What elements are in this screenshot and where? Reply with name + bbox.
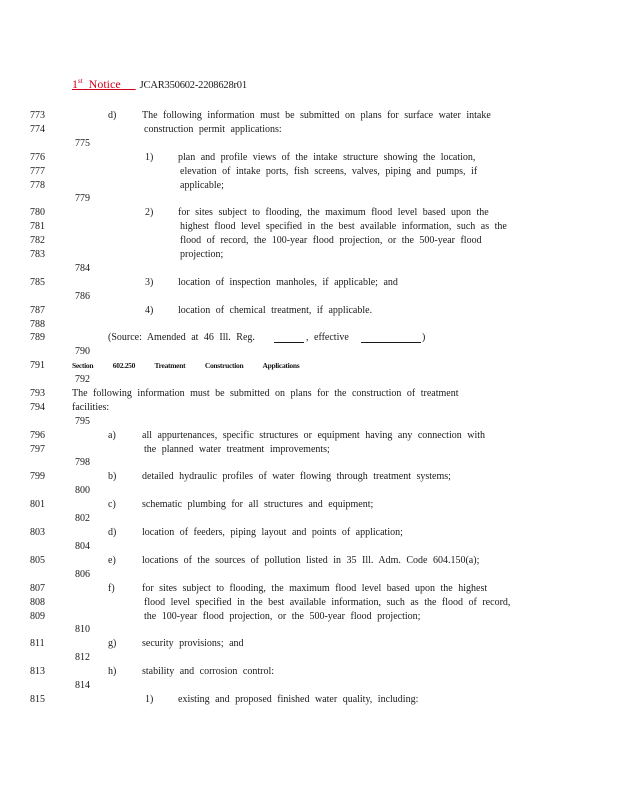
item-marker: 2) (145, 207, 154, 218)
line-number: 785 (30, 277, 45, 288)
line-number: 778 (30, 180, 45, 191)
line-number: 794 (30, 402, 45, 413)
line-text: The following information must be submitted on plans for surface water intake (142, 110, 491, 121)
line-number: 779 (75, 193, 90, 204)
line-text: stability and corrosion control: (142, 666, 275, 677)
line-number: 804 (75, 541, 90, 552)
line-number: 806 (75, 569, 90, 580)
line-text: schematic plumbing for all structures and equipment; (142, 499, 374, 510)
register-blank (274, 332, 304, 343)
line-text: for sites subject to flooding, the maximum flood level based upon the highest (142, 583, 488, 594)
line-text: The following information must be submitted on plans for the construction of treatment (72, 388, 459, 399)
line-number: 796 (30, 430, 45, 441)
line-number: 813 (30, 666, 45, 677)
line-number: 780 (30, 207, 45, 218)
line-number: 790 (75, 346, 90, 357)
item-marker: g) (108, 638, 117, 649)
line-number: 774 (30, 124, 45, 135)
line-text: facilities: (72, 402, 110, 413)
item-marker: b) (108, 471, 117, 482)
line-number: 795 (75, 416, 90, 427)
line-number: 801 (30, 499, 45, 510)
line-number: 810 (75, 624, 90, 635)
line-text: flood of record, the 100-year flood projection, or the 500-year flood (180, 235, 482, 246)
effective-date-blank (361, 332, 421, 343)
notice-header (72, 77, 247, 92)
line-number: 784 (75, 263, 90, 274)
line-text: all appurtenances, specific structures or equipment having any connection with (142, 430, 486, 441)
line-number: 786 (75, 291, 90, 302)
line-text: location of chemical treatment, if applicable. (178, 305, 373, 316)
source-note: (Source: Amended at 46 Ill. Reg. (108, 332, 255, 343)
item-marker: a) (108, 430, 116, 441)
line-text: the 100-year flood projection, or the 500-year flood projection; (144, 611, 421, 622)
line-number: 776 (30, 152, 45, 163)
line-text: for sites subject to flooding, the maximum flood level based upon the (178, 207, 489, 218)
line-text: ) (422, 332, 426, 343)
line-text: location of feeders, piping layout and points of application; (142, 527, 403, 538)
line-number: 807 (30, 583, 45, 594)
line-number: 775 (75, 138, 90, 149)
document-id: JCAR350602-2208628r01 (139, 80, 247, 91)
item-marker: e) (108, 555, 116, 566)
line-text: applicable; (180, 180, 224, 191)
line-number: 773 (30, 110, 45, 121)
line-number: 787 (30, 305, 45, 316)
section-heading: Section 602.250 Treatment Construction Applications (72, 361, 300, 370)
line-number: 777 (30, 166, 45, 177)
line-text: security provisions; and (142, 638, 244, 649)
line-number: 815 (30, 694, 45, 705)
item-marker: 1) (145, 694, 154, 705)
line-number: 811 (30, 638, 45, 649)
line-text: , effective (306, 332, 349, 343)
line-number: 798 (75, 457, 90, 468)
line-text: highest flood level specified in the best available information, such as the (180, 221, 507, 232)
line-number: 803 (30, 527, 45, 538)
line-number: 808 (30, 597, 45, 608)
line-number: 797 (30, 444, 45, 455)
line-text: locations of the sources of pollution listed in 35 Ill. Adm. Code 604.150(a); (142, 555, 480, 566)
line-text: location of inspection manholes, if applicable; and (178, 277, 398, 288)
line-number: 781 (30, 221, 45, 232)
notice-number: 1 (72, 77, 78, 91)
item-marker: 4) (145, 305, 154, 316)
line-number: 792 (75, 374, 90, 385)
line-text: the planned water treatment improvements; (144, 444, 330, 455)
item-marker: 3) (145, 277, 154, 288)
line-number: 799 (30, 471, 45, 482)
line-text: detailed hydraulic profiles of water flowing through treatment systems; (142, 471, 451, 482)
line-number: 800 (75, 485, 90, 496)
line-number: 783 (30, 249, 45, 260)
line-text: flood level specified in the best available information, such as the flood of record, (144, 597, 511, 608)
line-text: construction permit applications: (144, 124, 282, 135)
line-number: 812 (75, 652, 90, 663)
line-number: 793 (30, 388, 45, 399)
notice-word: Notice (88, 77, 121, 91)
line-number: 791 (30, 360, 45, 371)
line-text: existing and proposed finished water quality, including: (178, 694, 419, 705)
item-marker: d) (108, 527, 117, 538)
line-number: 814 (75, 680, 90, 691)
line-number: 805 (30, 555, 45, 566)
line-number: 789 (30, 332, 45, 343)
line-number: 782 (30, 235, 45, 246)
item-marker: 1) (145, 152, 154, 163)
notice-superscript: st (78, 77, 83, 85)
line-text: elevation of intake ports, fish screens, valves, piping and pumps, if (180, 166, 478, 177)
item-marker: h) (108, 666, 117, 677)
item-marker: d) (108, 110, 117, 121)
item-marker: c) (108, 499, 116, 510)
line-number: 809 (30, 611, 45, 622)
notice-label (72, 77, 136, 91)
line-number: 802 (75, 513, 90, 524)
line-text: projection; (180, 249, 224, 260)
line-text: plan and profile views of the intake structure showing the location, (178, 152, 476, 163)
item-marker: f) (108, 583, 115, 594)
line-number: 788 (30, 319, 45, 330)
